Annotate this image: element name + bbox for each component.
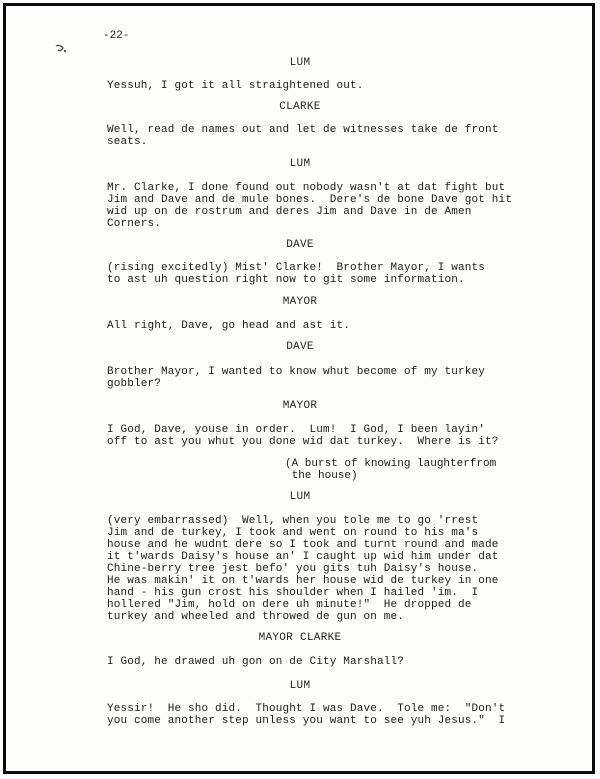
dialogue-line: off to ast you whut you done wid dat turkey. Where is it?: [107, 436, 499, 448]
dialogue-line: Mr. Clarke, I done found out nobody wasn't at dat fight but: [107, 182, 506, 194]
dialogue-line: Corners.: [107, 218, 162, 230]
dialogue-line: to ast uh question right now to git some information.: [107, 274, 465, 286]
stage-direction: (A burst of knowing laughterfrom: [285, 458, 497, 470]
speaker-mayor: MAYOR: [282, 400, 318, 412]
dialogue-line: Yessir! He sho did. Thought I was Dave. Tole me: "Don't: [107, 703, 506, 715]
speaker-lum: LUM: [289, 158, 311, 170]
dialogue-line: Yessuh, I got it all straightened out.: [107, 80, 364, 92]
dialogue-line: it t'wards Daisy's house an' I caught up wid him under dat: [107, 551, 499, 563]
dialogue-line: wid up on de rostrum and deres Jim and Dave in de Amen: [107, 206, 472, 218]
dialogue-line: (very embarrassed) Well, when you tole me to go 'rrest: [107, 515, 479, 527]
dialogue-line: I God, he drawed uh gon on de City Marshall?: [107, 656, 405, 668]
speaker-mayor-clarke: MAYOR CLARKE: [258, 632, 342, 644]
stray-mark-icon: [54, 42, 68, 56]
stage-direction: the house): [285, 470, 358, 482]
dialogue-line: gobbler?: [107, 378, 162, 390]
dialogue-line: hand - his gun crost his shoulder when I hailed 'im. I: [107, 587, 479, 599]
speaker-clarke: CLARKE: [279, 101, 321, 113]
page-number: -22-: [103, 30, 130, 42]
dialogue-line: All right, Dave, go head and ast it.: [107, 320, 351, 332]
dialogue-line: house and he wudnt dere so I took and turnt round and made: [107, 539, 499, 551]
dialogue-line: Brother Mayor, I wanted to know whut become of my turkey: [107, 366, 486, 378]
speaker-lum: LUM: [289, 57, 311, 69]
dialogue-line: (rising excitedly) Mist' Clarke! Brother Mayor, I wants: [107, 262, 486, 274]
dialogue-line: Jim and Dave and de mule bones. Dere's de bone Dave got hit: [107, 194, 513, 206]
dialogue-line: He was makin' it on t'wards her house wid de turkey in one: [107, 575, 499, 587]
speaker-dave: DAVE: [286, 341, 314, 353]
speaker-dave: DAVE: [286, 239, 314, 251]
dialogue-line: Jim and de turkey, I took and went on round to his ma's: [107, 527, 479, 539]
speaker-lum: LUM: [289, 491, 311, 503]
speaker-lum: LUM: [289, 680, 311, 692]
speaker-mayor: MAYOR: [282, 296, 318, 308]
dialogue-line: seats.: [107, 136, 148, 148]
dialogue-line: I God, Dave, youse in order. Lum! I God, I been layin': [107, 424, 486, 436]
dialogue-line: you come another step unless you want to see yuh Jesus." I: [107, 715, 506, 727]
dialogue-line: turkey and wheeled and throwed de gun on me.: [107, 611, 405, 623]
dialogue-line: hollered "Jim, hold on dere uh minute!" He dropped de: [107, 599, 472, 611]
dialogue-line: Well, read de names out and let de witnesses take de front: [107, 124, 499, 136]
dialogue-line: Chine-berry tree jest befo' you gits tuh Daisy's house.: [107, 563, 479, 575]
